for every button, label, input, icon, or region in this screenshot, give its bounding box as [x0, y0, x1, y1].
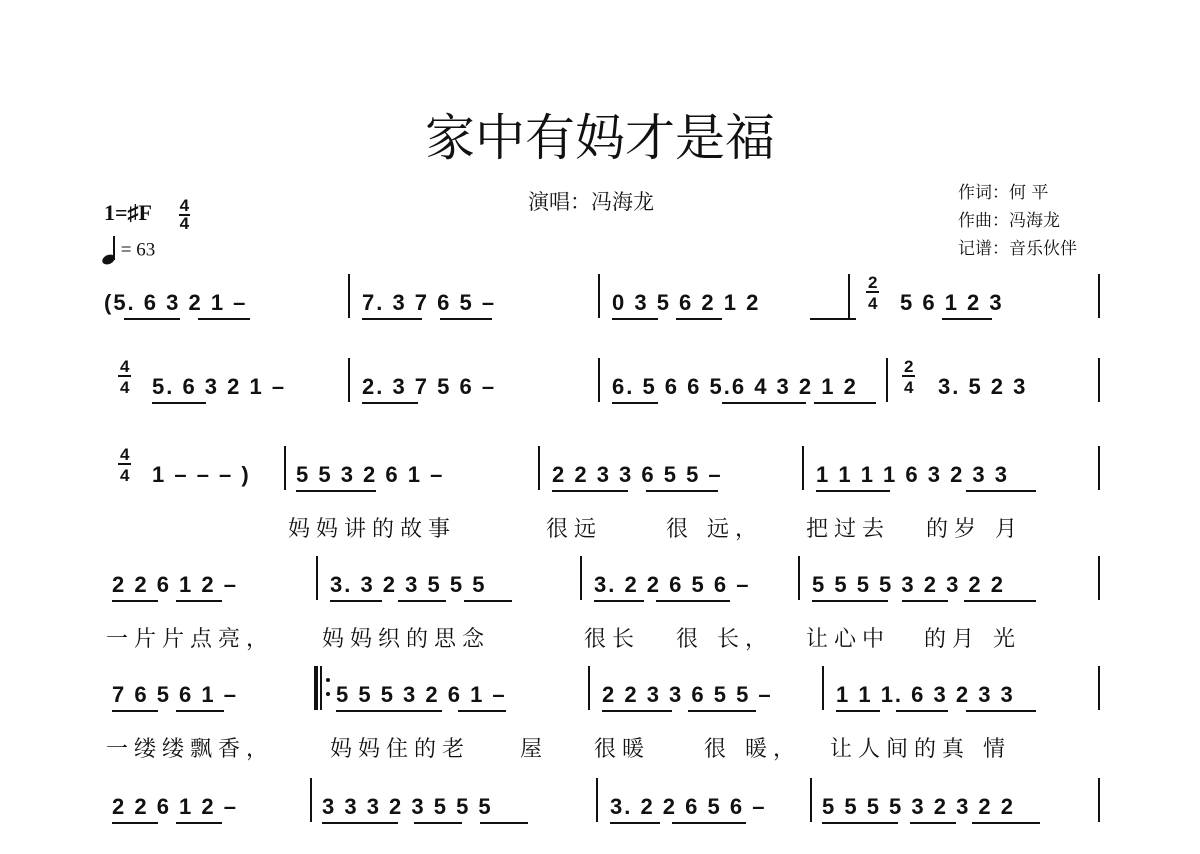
lyrics-line-2: [0, 622, 1200, 652]
beam-underline: [816, 490, 890, 492]
lyric-phrase: 很长: [584, 627, 641, 652]
lyric-phrase: 很 长，: [676, 627, 773, 652]
beam-underline: [836, 710, 880, 712]
measure-7: 6. 5 6 6 5.6 4 3 2 1 2: [612, 374, 858, 399]
beam-underline: [810, 318, 856, 320]
bar-line: [310, 778, 312, 822]
lyrics-line-1: [0, 512, 1200, 542]
lyric-phrase: 一缕缕飘香，: [106, 737, 275, 762]
measure-3: 0 3 5 6 2 1 2: [612, 290, 761, 315]
bar-line: [822, 666, 824, 710]
bar-line: [598, 358, 600, 402]
key-signature: [104, 198, 190, 232]
beam-underline: [176, 822, 222, 824]
lyric-phrase: 很远: [546, 517, 603, 542]
beam-underline: [610, 822, 660, 824]
beam-underline: [822, 822, 898, 824]
lyric-phrase: 妈妈织的思念: [322, 627, 491, 652]
bar-line: [598, 274, 600, 318]
lyric-phrase: 很暖: [594, 737, 651, 762]
lyric-phrase: 让心中: [806, 627, 891, 652]
lyric-phrase: 的岁 月: [926, 517, 1023, 542]
time-signature-change: 2 4: [868, 273, 878, 313]
quarter-note-icon: [102, 236, 116, 266]
lyric-phrase: 一片片点亮，: [106, 627, 275, 652]
time-signature-change: 4 4: [120, 445, 130, 485]
time-signature-top: 4: [179, 196, 190, 215]
tempo-value: = 63: [120, 239, 156, 261]
song-title: 家中有妈才是福: [425, 109, 775, 167]
beam-underline: [176, 600, 222, 602]
measure-17: 7 6 5 6 1 –: [112, 682, 238, 707]
bar-line: [588, 666, 590, 710]
tempo-marking: [102, 236, 155, 266]
lyric-phrase: 妈妈讲的故事: [288, 517, 457, 542]
beam-underline: [362, 402, 418, 404]
bar-line: [580, 556, 582, 600]
measure-15: 3. 2 2 6 5 6 –: [594, 572, 751, 597]
measure-5: 5. 6 3 2 1 –: [152, 374, 287, 399]
measure-1: (5. 6 3 2 1 –: [104, 290, 248, 315]
beam-underline: [124, 318, 180, 320]
bar-line: [1098, 666, 1100, 710]
beam-underline: [612, 318, 658, 320]
composer-credit: 作曲：冯海龙: [958, 211, 1060, 231]
measure-4: 5 6 1 2 3: [900, 290, 1004, 315]
transcriber-credit: 记谱：音乐伙伴: [958, 239, 1077, 259]
beam-underline: [322, 822, 398, 824]
staff-row-6: [0, 794, 1200, 854]
bar-line: [1098, 778, 1100, 822]
time-signature: [179, 198, 190, 232]
time-signature-bottom: 4: [179, 214, 190, 234]
measure-24: 5 5 5 5 3 2 3 2 2: [822, 794, 1016, 819]
time-signature-change: 2 4: [904, 357, 914, 397]
measure-11: 2 2 3 3 6 5 5 –: [552, 462, 723, 487]
bar-line: [316, 556, 318, 600]
key-label: 1=♯F: [104, 200, 152, 226]
beam-underline: [910, 822, 956, 824]
measure-18: 5 5 5 3 2 6 1 –: [336, 682, 507, 707]
beam-underline: [722, 402, 806, 404]
beam-underline: [198, 318, 250, 320]
measure-2: 7. 3 7 6 5 –: [362, 290, 497, 315]
beam-underline: [336, 710, 442, 712]
measure-22: 3 3 3 2 3 5 5 5: [322, 794, 493, 819]
measure-9: 1 – – – ): [152, 462, 251, 487]
beam-underline: [688, 710, 756, 712]
beam-underline: [414, 822, 462, 824]
bar-line: [802, 446, 804, 490]
beam-underline: [966, 490, 1036, 492]
measure-19: 2 2 3 3 6 5 5 –: [602, 682, 773, 707]
lyric-phrase: 的月 光: [924, 627, 1021, 652]
measure-20: 1 1 1. 6 3 2 3 3: [836, 682, 1015, 707]
bar-line: [596, 778, 598, 822]
singer-credit: 演唱：冯海龙: [528, 190, 654, 214]
lyric-phrase: 很 暖，: [704, 737, 801, 762]
bar-line: [798, 556, 800, 600]
beam-underline: [152, 402, 206, 404]
bar-line: [1098, 274, 1100, 318]
beam-underline: [672, 822, 746, 824]
bar-line: [886, 358, 888, 402]
beam-underline: [972, 822, 1040, 824]
bar-line: [848, 274, 850, 318]
bar-line: [538, 446, 540, 490]
measure-6: 2. 3 7 5 6 –: [362, 374, 497, 399]
bar-line: [348, 358, 350, 402]
lyric-phrase: 让人间的真 情: [830, 737, 1011, 762]
bar-line: [810, 778, 812, 822]
beam-underline: [458, 710, 506, 712]
beam-underline: [330, 600, 382, 602]
measure-13: 2 2 6 1 2 –: [112, 572, 238, 597]
staff-row-1: [0, 273, 1200, 350]
beam-underline: [646, 490, 718, 492]
beam-underline: [112, 822, 158, 824]
lyrics-line-3: [0, 732, 1200, 762]
beam-underline: [602, 710, 672, 712]
beam-underline: [440, 318, 492, 320]
measure-16: 5 5 5 5 3 2 3 2 2: [812, 572, 1006, 597]
beam-underline: [362, 318, 422, 320]
beam-underline: [176, 710, 224, 712]
lyric-phrase: 把过去: [806, 517, 891, 542]
lyric-phrase: 屋: [520, 737, 549, 762]
beam-underline: [552, 490, 628, 492]
measure-21: 2 2 6 1 2 –: [112, 794, 238, 819]
beam-underline: [814, 402, 876, 404]
beam-underline: [656, 600, 730, 602]
lyric-phrase: 很 远，: [666, 517, 763, 542]
beam-underline: [296, 490, 376, 492]
beam-underline: [398, 600, 446, 602]
measure-12: 1 1 1 1 6 3 2 3 3: [816, 462, 1010, 487]
lyric-phrase: 妈妈住的老: [330, 737, 471, 762]
measure-10: 5 5 3 2 6 1 –: [296, 462, 445, 487]
beam-underline: [812, 600, 888, 602]
beam-underline: [964, 600, 1036, 602]
beam-underline: [942, 318, 992, 320]
measure-8: 3. 5 2 3: [938, 374, 1028, 399]
bar-line: [1098, 556, 1100, 600]
staff-row-2: [0, 357, 1200, 434]
bar-line: [1098, 358, 1100, 402]
beam-underline: [966, 710, 1036, 712]
beam-underline: [594, 600, 644, 602]
beam-underline: [112, 710, 158, 712]
beam-underline: [112, 600, 158, 602]
measure-14: 3. 3 2 3 5 5 5: [330, 572, 487, 597]
beam-underline: [480, 822, 528, 824]
bar-line: [348, 274, 350, 318]
beam-underline: [676, 318, 722, 320]
bar-line: [1098, 446, 1100, 490]
time-signature-change: 4 4: [120, 357, 130, 397]
lyricist-credit: 作词：何 平: [958, 183, 1049, 203]
beam-underline: [896, 710, 948, 712]
beam-underline: [464, 600, 512, 602]
bar-line: [284, 446, 286, 490]
measure-23: 3. 2 2 6 5 6 –: [610, 794, 767, 819]
beam-underline: [612, 402, 658, 404]
beam-underline: [902, 600, 948, 602]
repeat-start-sign: [314, 666, 324, 710]
